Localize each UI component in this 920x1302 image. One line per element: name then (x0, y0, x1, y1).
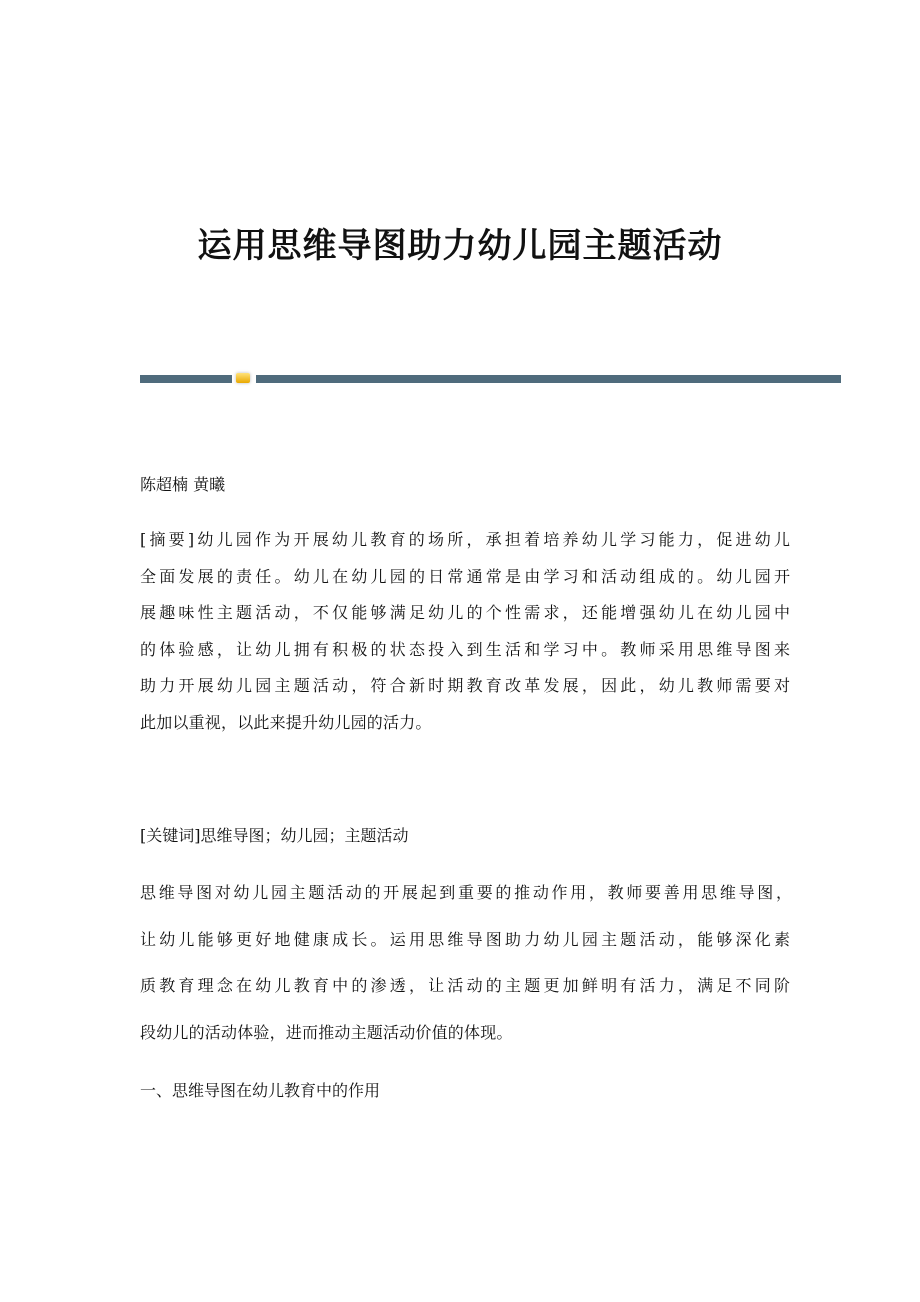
intro-line: 让幼儿能够更好地健康成长。运用思维导图助力幼儿园主题活动，能够深化素 (140, 930, 790, 949)
abstract-line: 此加以重视，以此来提升幼儿园的活力。 (140, 713, 432, 732)
intro-line: 段幼儿的活动体验，进而推动主题活动价值的体现。 (140, 1023, 513, 1042)
intro-line: 思维导图对幼儿园主题活动的开展起到重要的推动作用，教师要善用思维导图， (140, 883, 792, 902)
section-heading: 一、思维导图在幼儿教育中的作用 (140, 1081, 381, 1100)
abstract-line: 助力开展幼儿园主题活动，符合新时期教育改革发展，因此，幼儿教师需要对 (140, 676, 790, 695)
abstract-line: 的体验感，让幼儿拥有积极的状态投入到生活和学习中。教师采用思维导图来 (140, 640, 790, 659)
authors: 陈超楠 黄曦 (140, 475, 226, 494)
intro-line: 质教育理念在幼儿教育中的渗透，让活动的主题更加鲜明有活力，满足不同阶 (140, 976, 790, 995)
keywords: [关键词]思维导图；幼儿园；主题活动 (140, 826, 409, 845)
abstract-line: [摘要]幼儿园作为开展幼儿教育的场所，承担着培养幼儿学习能力，促进幼儿 (140, 530, 790, 549)
title-divider-right (256, 375, 841, 383)
title-divider-left (140, 375, 232, 383)
abstract-line: 展趣味性主题活动，不仅能够满足幼儿的个性需求，还能增强幼儿在幼儿园中 (140, 603, 790, 622)
divider-ornament-icon (236, 373, 250, 383)
document-title: 运用思维导图助力幼儿园主题活动 (197, 226, 723, 266)
abstract-line: 全面发展的责任。幼儿在幼儿园的日常通常是由学习和活动组成的。幼儿园开 (140, 567, 790, 586)
